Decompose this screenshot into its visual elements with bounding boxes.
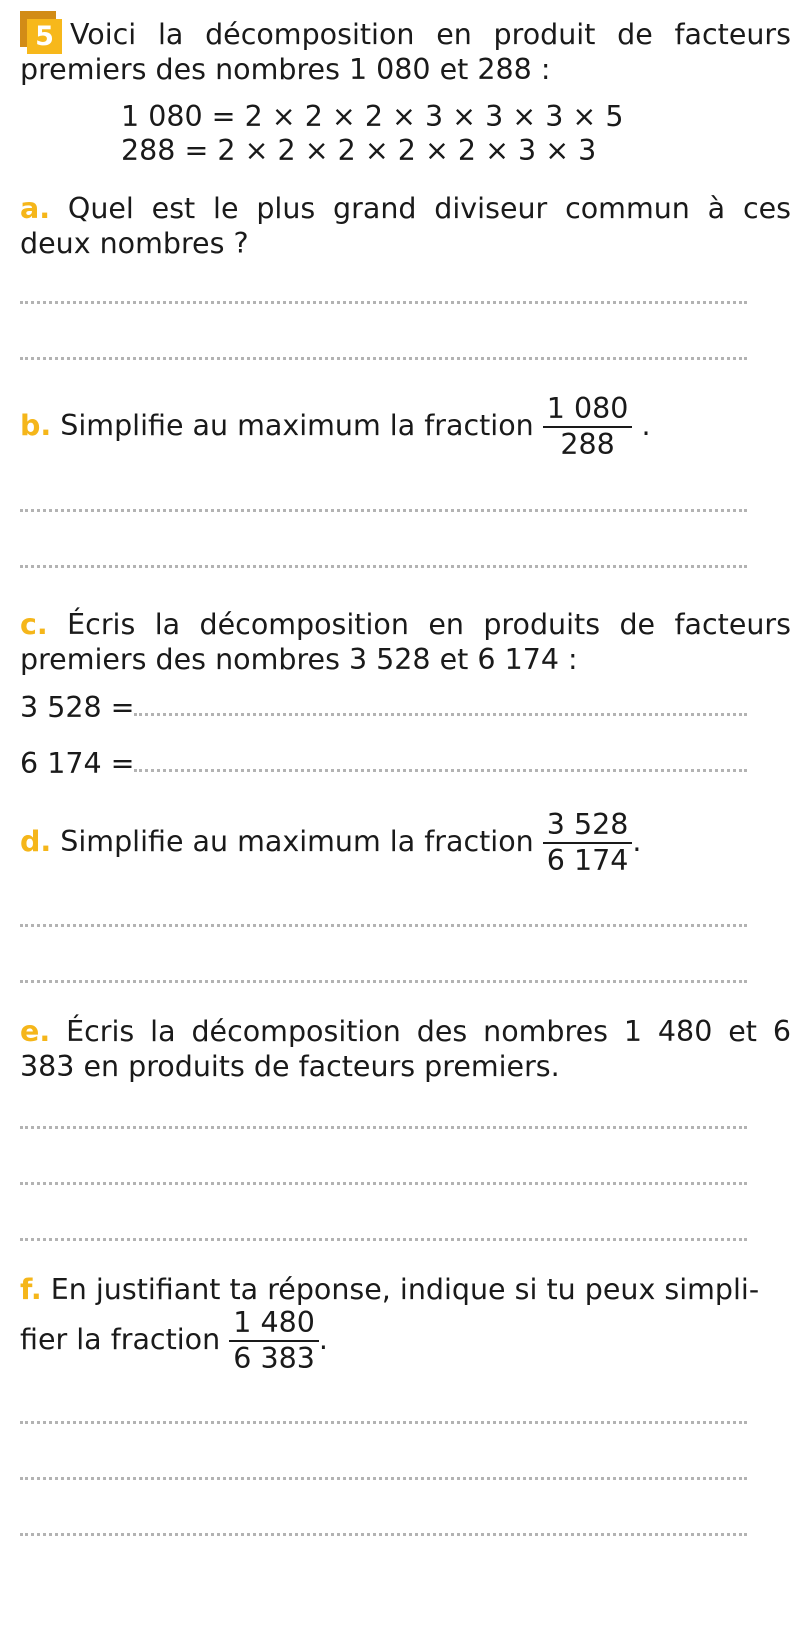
question-b-end: . bbox=[641, 409, 651, 442]
answer-line[interactable] bbox=[20, 924, 747, 927]
answer-line[interactable] bbox=[20, 1238, 747, 1241]
fraction-numerator: 1 080 bbox=[543, 392, 633, 428]
question-f-line1 bbox=[20, 1272, 759, 1307]
answer-line-6174[interactable] bbox=[134, 769, 747, 772]
answer-line[interactable] bbox=[20, 1182, 747, 1185]
question-f-end: . bbox=[318, 1323, 328, 1356]
question-f-line2 bbox=[20, 1306, 328, 1376]
question-e-text: Écris la décomposition des nombres 1 480 et 6 383 en produits de facteurs premiers. bbox=[20, 1015, 791, 1083]
exercise-number: 5 bbox=[27, 19, 62, 54]
answer-line[interactable] bbox=[20, 1533, 747, 1536]
answer-line[interactable] bbox=[20, 565, 747, 568]
question-f-text: En justifiant ta réponse, indique si tu peux simpli- bbox=[50, 1273, 760, 1306]
answer-line[interactable] bbox=[20, 357, 747, 360]
question-f-text2: fier la fraction bbox=[20, 1323, 221, 1356]
answer-line[interactable] bbox=[20, 301, 747, 304]
answer-line[interactable] bbox=[20, 1126, 747, 1129]
question-c-label: c. bbox=[20, 608, 48, 641]
question-b-label: b. bbox=[20, 409, 52, 442]
answer-line[interactable] bbox=[20, 1421, 747, 1424]
answer-line[interactable] bbox=[20, 509, 747, 512]
question-a bbox=[20, 191, 791, 261]
question-a-text: Quel est le plus grand diviseur commun à ces deux nombres ? bbox=[20, 192, 791, 260]
question-d-end: . bbox=[632, 825, 642, 858]
fraction-numerator: 3 528 bbox=[543, 808, 633, 844]
question-b bbox=[20, 392, 651, 462]
fraction-1080-288 bbox=[543, 392, 633, 462]
fraction-1480-6383 bbox=[229, 1306, 319, 1376]
answer-line-3528[interactable] bbox=[134, 713, 747, 716]
fraction-denominator: 288 bbox=[560, 428, 615, 461]
question-d-text: Simplifie au maximum la fraction bbox=[60, 825, 534, 858]
question-d-label: d. bbox=[20, 825, 52, 858]
exercise-intro: Voici la décomposition en produit de facteurs premiers des nombres 1 080 et 288 : bbox=[20, 18, 791, 86]
answer-line[interactable] bbox=[20, 1477, 747, 1480]
decomposition-6174-label: 6 174 = bbox=[20, 747, 135, 780]
question-f-label: f. bbox=[20, 1273, 42, 1306]
question-d bbox=[20, 808, 641, 878]
question-e-label: e. bbox=[20, 1015, 51, 1048]
fraction-3528-6174 bbox=[543, 808, 633, 878]
fraction-numerator: 1 480 bbox=[229, 1306, 319, 1342]
fraction-denominator: 6 174 bbox=[546, 844, 629, 877]
question-c bbox=[20, 607, 791, 677]
question-b-text: Simplifie au maximum la fraction bbox=[60, 409, 534, 442]
equation-288: 288 = 2 × 2 × 2 × 2 × 2 × 3 × 3 bbox=[121, 134, 597, 167]
decomposition-3528-label: 3 528 = bbox=[20, 691, 135, 724]
answer-line[interactable] bbox=[20, 980, 747, 983]
equation-1080: 1 080 = 2 × 2 × 2 × 3 × 3 × 3 × 5 bbox=[121, 100, 624, 133]
question-e bbox=[20, 1014, 791, 1084]
question-c-text: Écris la décomposition en produits de facteurs premiers des nombres 3 528 et 6 174 : bbox=[20, 608, 791, 676]
fraction-denominator: 6 383 bbox=[233, 1342, 315, 1375]
question-a-label: a. bbox=[20, 192, 51, 225]
